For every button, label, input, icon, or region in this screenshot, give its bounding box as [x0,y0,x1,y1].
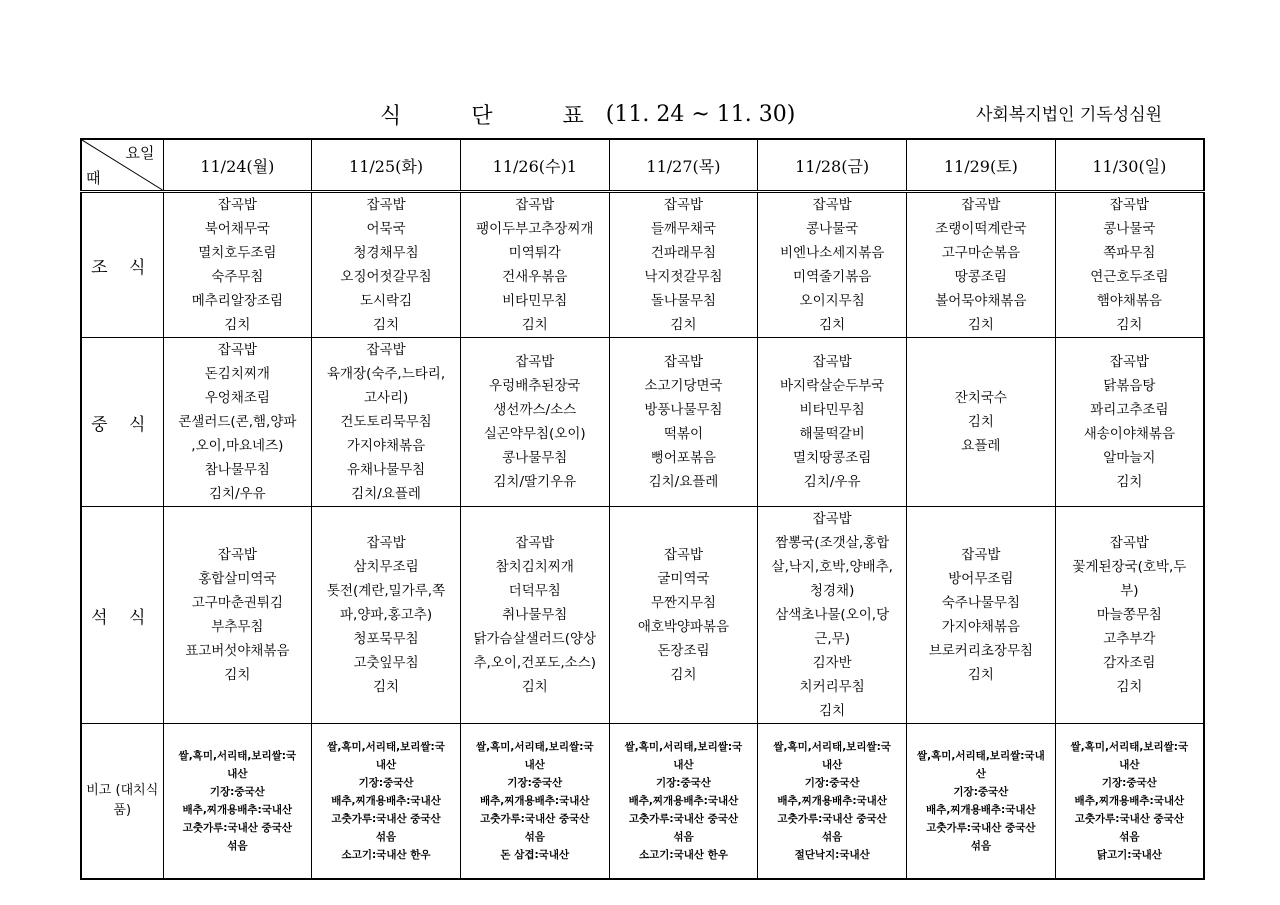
menu-cell [460,507,609,724]
note-line: 내산 [524,758,545,771]
day-header: 11/27(목) [609,139,758,192]
menu-item: 쪽파무침 [1103,245,1156,261]
menu-item: 치커리무침 [799,679,865,695]
menu-item: 어묵국 [366,221,406,237]
menu-item: 김자반 [812,655,852,671]
note-cell [907,724,1056,879]
menu-item: 연근호두조림 [1090,269,1169,285]
page-title [380,96,860,132]
menu-item: 잔치국수 [954,390,1007,406]
menu-item: 잡곡밥 [663,197,704,213]
menu-item: 뻥어포볶음 [650,450,717,466]
menu-item: 팽이두부고추장찌개 [476,221,594,237]
menu-item: 잡곡밥 [663,547,704,563]
menu-item: 떡볶이 [663,426,704,442]
note-line: 닭고기:국내산 [1096,848,1162,861]
menu-item: 메추리알장조림 [191,293,283,309]
day-header: 11/30(일) [1055,139,1204,192]
menu-item: 톳전(계란,밀가루,쪽 [326,583,446,599]
menu-item: 햄야채볶음 [1096,293,1162,309]
notes-row [81,724,1204,879]
menu-item: 김치/우유 [208,486,266,502]
menu-item: 더덕무침 [508,583,561,599]
menu-cell [1055,192,1204,338]
menu-item: 멸치호두조림 [198,245,277,261]
menu-cell [609,338,758,507]
menu-item: 파,양파,홍고추) [340,607,433,623]
note-line: 섞음 [227,839,248,852]
menu-item: 잡곡밥 [217,342,257,358]
menu-item: 김치 [967,317,994,333]
menu-cell [312,192,461,338]
title-char: 표 [562,103,584,129]
menu-item: 잡곡밥 [961,197,1001,213]
menu-item: 추,오이,건포도,소스) [473,655,596,671]
menu-item: 닭가슴살샐러드(양상 [473,631,597,647]
menu-item: 브로커리초장무침 [928,643,1034,659]
note-line: 기장:중국산 [1101,776,1157,789]
menu-item: 청포묵무침 [353,631,419,647]
note-cell [758,724,907,879]
note-line: 기장:중국산 [953,785,1009,798]
meal-label: 중 식 [81,338,163,507]
menu-item: 김치 [224,317,251,333]
meal-label: 조 식 [81,192,163,338]
menu-item: 잡곡밥 [961,547,1001,563]
menu-item: 김치 [819,317,846,333]
menu-item: 무짠지무침 [650,595,717,611]
corner-meal-label: 때 [86,169,101,187]
note-line: 섞음 [970,839,992,852]
note-line: 내산 [227,767,248,780]
menu-item: 고춧잎무침 [353,655,419,671]
menu-cell [907,192,1056,338]
menu-item: 잡곡밥 [366,342,406,358]
note-line: 고춧가루:국내산 중국산 [182,821,292,834]
menu-cell [758,338,907,507]
menu-item: 잡곡밥 [812,511,852,527]
menu-item: 돈김치찌개 [204,366,270,382]
menu-item: 청경채무침 [353,245,419,261]
menu-cell [907,507,1056,724]
menu-item: 청경채) [809,583,855,599]
note-line: 섞음 [375,830,397,843]
menu-cell [907,338,1056,507]
menu-item: 잡곡밥 [663,354,704,370]
note-line: 섞음 [822,830,843,843]
menu-item: 알마늘지 [1103,450,1156,466]
menu-item: 건파래무침 [650,245,717,261]
day-header-row [81,139,1204,192]
menu-item: 근,무) [814,631,850,647]
menu-item: 가지야채볶음 [346,438,426,454]
note-line: 고춧가루:국내산 중국산 [628,812,739,825]
title-char: 식 [380,103,402,129]
menu-item: 김치/우유 [803,474,861,490]
menu-item: 잡곡밥 [1109,535,1149,551]
menu-item: 삼치무조림 [353,559,419,575]
menu-item: 낙지젓갈무침 [644,269,723,285]
menu-item: 김치 [373,679,400,695]
notes-label [81,724,163,879]
meal-row-dinner [81,507,1204,724]
note-line: 소고기:국내산 한우 [341,848,431,861]
menu-item: 굴미역국 [657,571,710,587]
day-header: 11/29(토) [907,139,1056,192]
day-header: 11/25(화) [312,139,461,192]
menu-cell [163,507,312,724]
organization-name: 사회복지법인 기독성심원 [976,105,1163,125]
note-cell [609,724,758,879]
menu-item: 소고기당면국 [644,378,723,394]
menu-item: 가지야채볶음 [941,619,1020,635]
menu-item: 꽈리고추조림 [1090,402,1169,418]
menu-item: 김치/요플레 [648,474,719,490]
menu-item: 꽃게된장국(호박,두 [1072,559,1187,575]
note-cell [163,724,312,879]
note-line: 고춧가루:국내산 중국산 [331,812,441,825]
menu-item: 해물떡갈비 [799,426,865,442]
menu-item: 우렁배추된장국 [489,378,581,394]
menu-item: 북어채무국 [204,221,270,237]
menu-item: 요플레 [961,438,1001,454]
menu-cell [758,507,907,724]
menu-item: 김치 [819,703,846,719]
menu-item: 닭볶음탕 [1103,378,1156,394]
note-line: 배추,찌개용배추:국내산 [1074,794,1185,807]
menu-item: 건새우볶음 [502,269,568,285]
menu-item: 고구마순볶음 [941,245,1020,261]
note-line: 내산 [673,758,694,771]
menu-item: 숙주나물무침 [941,595,1020,611]
menu-cell [312,338,461,507]
note-line: 돈 삼겹:국내산 [500,848,570,861]
note-line: 쌀,흑미,서리태,보리쌀:국 [178,749,297,762]
menu-item: 김치/딸기우유 [493,474,577,490]
menu-item: 숙주무침 [211,269,264,285]
menu-item: 오이지무침 [799,293,865,309]
note-line: 기장:중국산 [358,776,414,789]
menu-item: 볼어묵야채볶음 [935,293,1027,309]
menu-item: 잡곡밥 [366,197,406,213]
note-line: 배추,찌개용배추:국내산 [926,803,1036,816]
menu-item: 유채나물무침 [346,462,426,478]
menu-item: 김치 [373,317,400,333]
menu-item: 살,낙지,호박,양배추, [771,559,893,575]
menu-item: 참나물무침 [204,462,270,478]
menu-item: 삼색초나물(오이,당 [775,607,890,623]
meal-row-lunch [81,338,1204,507]
meal-row-breakfast [81,192,1204,338]
menu-cell [609,507,758,724]
note-line: 배추,찌개용배추:국내산 [479,794,590,807]
note-line: 배추,찌개용배추:국내산 [331,794,441,807]
note-line: 절단낙지:국내산 [794,848,870,861]
menu-item: 표고버섯야채볶음 [185,643,290,659]
menu-item: 김치 [1116,317,1143,333]
menu-item: 바지락살순두부국 [780,378,885,394]
menu-item: 김치/요플레 [351,486,421,502]
menu-item: 잡곡밥 [515,197,555,213]
menu-item: 고구마춘권튀김 [191,595,283,611]
menu-item: 콩나물국 [806,221,859,237]
menu-item: 방풍나물무침 [644,402,723,418]
menu-item: 건도토리묵무침 [340,414,432,430]
menu-item: 미역줄기볶음 [793,269,872,285]
menu-item: 실곤약무침(오이) [483,426,586,442]
menu-item: 김치 [670,667,697,683]
menu-cell [312,507,461,724]
note-line: 고춧가루:국내산 중국산 [777,812,887,825]
menu-cell [609,192,758,338]
menu-item: 취나물무침 [502,607,568,623]
note-line: 배추,찌개용배추:국내산 [182,803,293,816]
menu-item: 잡곡밥 [812,197,852,213]
note-line: 쌀,흑미,서리태,보리쌀:국 [327,740,445,753]
menu-item: 김치 [1116,679,1143,695]
notes-label-line: 비고 [86,782,112,798]
menu-item: 생선까스/소스 [493,402,577,418]
menu-item: 참치김치찌개 [495,559,574,575]
menu-item: 마늘쫑무침 [1096,607,1162,623]
note-line: 쌀,흑미,서리태,보리쌀:국 [475,740,594,753]
note-line: 섞음 [673,830,694,843]
note-cell [312,724,461,879]
menu-item: 잡곡밥 [812,354,852,370]
note-line: 내산 [822,758,843,771]
menu-item: 김치 [224,667,251,683]
menu-item: 잡곡밥 [217,547,257,563]
note-cell [1055,724,1204,879]
menu-item: 비타민무침 [502,293,568,309]
note-line: 섞음 [524,830,545,843]
note-line: 쌀,흑미,서리태,보리쌀:국 [773,740,891,753]
note-line: 고춧가루:국내산 중국산 [1074,812,1184,825]
menu-item: 방어무조림 [948,571,1014,587]
title-date-range: (11. 24 ~ 11. 30) [605,101,796,127]
menu-cell [758,192,907,338]
menu-item: 오징어젓갈무침 [340,269,432,285]
menu-item: 미역튀각 [508,245,561,261]
notes-label-line: (대치식품) [113,782,159,818]
menu-item: 잡곡밥 [1109,197,1149,213]
menu-item: 멸치땅콩조림 [793,450,872,466]
note-line: 산 [975,767,986,780]
day-header: 11/26(수)1 [460,139,609,192]
menu-item: 부) [1120,583,1139,599]
menu-item: 홍합살미역국 [198,571,277,587]
menu-item: 조랭이떡계란국 [935,221,1027,237]
note-line: 기장:중국산 [209,785,265,798]
menu-item: 도시락김 [359,293,413,309]
menu-item: 잡곡밥 [366,535,406,551]
menu-cell [1055,338,1204,507]
meal-label: 석 식 [81,507,163,724]
note-line: 쌀,흑미,서리태,보리쌀:국 [1070,740,1189,753]
menu-item: 고추부각 [1103,631,1156,647]
meal-plan-table [80,138,1205,880]
menu-item: 콘샐러드(콘,햄,양파 [178,414,297,430]
menu-item: ,오이,마요네즈) [191,438,284,454]
note-line: 쌀,흑미,서리태,보리쌀:국 [624,740,743,753]
menu-item: 고사리) [363,390,409,406]
note-line: 내산 [375,758,397,771]
menu-item: 잡곡밥 [1109,354,1149,370]
menu-cell [163,338,312,507]
menu-cell [460,192,609,338]
menu-item: 김치 [521,317,548,333]
menu-item: 돌나물무침 [650,293,717,309]
note-line: 고춧가루:국내산 중국산 [480,812,590,825]
note-line: 배추,찌개용배추:국내산 [777,794,887,807]
menu-item: 김치 [521,679,548,695]
day-header: 11/24(월) [163,139,312,192]
menu-item: 부추무침 [211,619,264,635]
menu-item: 잡곡밥 [217,197,257,213]
menu-cell [163,192,312,338]
note-line: 고춧가루:국내산 중국산 [926,821,1036,834]
menu-item: 잡곡밥 [515,354,555,370]
menu-item: 김치 [967,414,994,430]
menu-item: 돈장조림 [657,643,710,659]
menu-item: 비타민무침 [799,402,865,418]
menu-item: 비엔나소세지볶음 [780,245,885,261]
menu-item: 콩나물무침 [502,450,568,466]
note-line: 소고기:국내산 한우 [638,848,728,861]
menu-cell [460,338,609,507]
menu-item: 땅콩조림 [954,269,1007,285]
menu-item: 새송이야채볶음 [1083,426,1175,442]
day-header: 11/28(금) [758,139,907,192]
menu-item: 우엉채조림 [204,390,270,406]
title-char: 단 [471,103,493,129]
menu-item: 감자조림 [1103,655,1156,671]
note-line: 기장:중국산 [656,776,711,789]
menu-item: 콩나물국 [1103,221,1156,237]
menu-item: 김치 [967,667,994,683]
corner-day-label: 요일 [125,144,155,162]
menu-item: 들깨무채국 [650,221,717,237]
menu-cell [1055,507,1204,724]
menu-item: 김치 [1116,474,1143,490]
menu-item: 김치 [670,317,697,333]
note-line: 내산 [1119,758,1140,771]
note-cell [460,724,609,879]
corner-cell [81,139,163,192]
note-line: 배추,찌개용배추:국내산 [628,794,739,807]
note-line: 쌀,흑미,서리태,보리쌀:국내 [916,749,1045,762]
note-line: 기장:중국산 [507,776,563,789]
menu-item: 잡곡밥 [515,535,555,551]
menu-item: 짬뽕국(조갯살,홍합 [775,535,890,551]
menu-item: 육개장(숙주,느타리, [326,366,446,382]
menu-item: 애호박양파볶음 [637,619,730,635]
note-line: 섞음 [1119,830,1140,843]
note-line: 기장:중국산 [804,776,860,789]
